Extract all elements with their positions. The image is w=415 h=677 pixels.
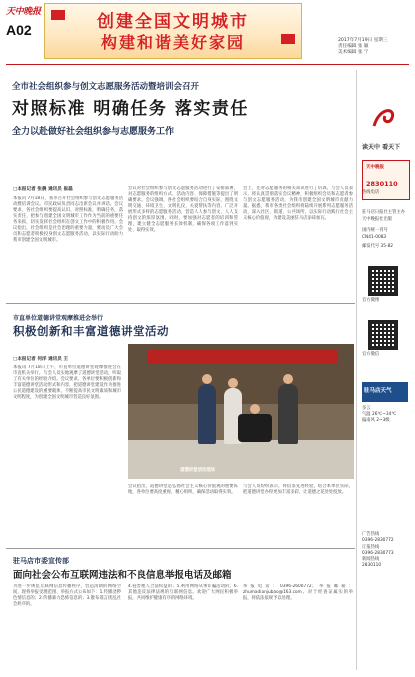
weather-title: 驻马店天气: [364, 388, 392, 394]
photo-person: [278, 384, 298, 444]
editor-credit: 责任编辑 张 颖: [338, 44, 369, 49]
story1-subhead: 全力以赴做好社会组织参与志愿服务工作: [12, 127, 175, 137]
story1-kicker[interactable]: 全市社会组织参与创文志愿服务活动暨培训会召开: [12, 82, 200, 92]
story1-column-3: 会上，还对志愿服务的相关知识进行了培训。与会人员表示，将认真贯彻落实会议精神，积极组织会员和志愿者参与创文志愿服务活动，为我市创建全国文明城市贡献力量。据悉，我市各类社会组织将陆续开展系列志愿服务活动，深入社区、街道、公共场所，以实际行动践行社会主义核心价值观，为建设美丽驻马店添砖加瓦。: [243, 186, 353, 221]
story2-column-3: 与会人员纷纷表示，将借鉴先进经验，结合本单位实际，把道德讲堂办得更加丰富多彩，让道德之花处处绽放。: [243, 484, 353, 495]
hotline-number: 2830110: [366, 180, 398, 188]
swirl-logo-icon: [370, 104, 400, 132]
sidebar-hotlines: [362, 532, 394, 570]
story1-column-1: 本报讯 7月18日，我市召开社会组织参与创文志愿服务活动暨培训会议。市民政局负责同志出席会议并讲话。会议要求，各社会组织要提高认识，对照标准，明确任务，落实责任，把参与创建全国文明城市工作作为当前的重要任务来抓，切实发挥社会组织在创文工作中的积极作用。会议指出，社会组织是社会治理的重要力量，要动员广大会员和志愿者积极投身创文志愿服务活动，以实际行动助力我市创建全国文明城市。: [13, 196, 123, 243]
photo-person: [198, 384, 216, 444]
sidebar-slogan: 读天中 看天下: [362, 144, 401, 151]
news-hotline-number: 2830110: [362, 563, 382, 569]
story1-byline: □本报记者 张晨 通讯员 崔磊: [13, 187, 73, 192]
page-number: A02: [6, 22, 32, 38]
story1-title[interactable]: 对照标准 明确任务 落实责任: [12, 99, 249, 119]
subscribe-hotline-label: 订报热线: [362, 544, 380, 550]
photo-head: [283, 374, 293, 384]
banner-line-2: 构建和谐美好家园: [100, 33, 245, 52]
news-hotline-label: 新闻热线: [362, 557, 380, 563]
news-photo[interactable]: [128, 344, 354, 479]
cn-number: CN41-0083: [362, 235, 387, 240]
story3-column-3: 举报电话：0396-2600772；举报邮箱：zhumadianjubao@163.com。对于经查证属实的举报，将依法依规予以处理。: [243, 584, 353, 601]
weibo-qr-code[interactable]: [368, 266, 398, 296]
newspaper-logo: 天中晚报: [6, 7, 41, 17]
masthead-rule: [6, 64, 409, 65]
weather-wind: 偏南风 2~3级: [362, 418, 390, 424]
photo-floor: [128, 440, 354, 479]
story2-column-1: 本报讯 7月18日上午，市直单位道德讲堂观摩推进会在市直机关举行。与会人员实地观摩了道德讲堂活动，听取了有关单位的经验介绍。会议要求，各单位要积极创新和丰富道德讲堂活动形式和内容，把道德讲堂建设作为推进公民道德建设的重要载体，不断提高市民文明素质和城市文明程度，为创建全国文明城市营造良好氛围。: [13, 365, 121, 400]
story2-byline: □本报记者 何洋 通讯员 王: [13, 357, 69, 362]
issue-date: 2017年7月19日 星期三: [338, 38, 388, 43]
hotline-label: 热线电话: [362, 190, 380, 195]
designer-credit: 美术编辑 张 宁: [338, 50, 369, 55]
ad-hotline-number: 0396-2830772: [362, 538, 394, 544]
photo-head: [202, 374, 212, 384]
issn-label: 国内统一刊号: [362, 228, 388, 233]
photo-chair: [238, 414, 272, 442]
story1-column-2: 会议对社会组织参与创文志愿服务活动进行了安排部署，对志愿服务的组织方式、活动内容、保障措施等提出了明确要求。会议强调，各社会组织要结合自身实际，围绕文明交通、环境卫生、文明礼仪、关爱帮扶等内容，广泛开展形式多样的志愿服务活动，营造人人参与创文、人人支持创文的浓厚氛围。同时，要加强对志愿者的培训和管理，建立健全志愿服务长效机制，确保各项工作落到实处、取得实效。: [128, 186, 238, 233]
postal-code: 邮发代号 35-82: [362, 244, 394, 249]
weather-condition: 多云: [362, 406, 371, 411]
publisher-line-2: 天中晚报社出版: [362, 217, 393, 222]
story3-title[interactable]: 面向社会公布互联网违法和不良信息举报电话及邮箱: [13, 570, 232, 581]
photo-caption: 道德讲堂活动现场: [180, 468, 216, 473]
sidebar-divider: [356, 70, 357, 670]
story3-kicker: 驻马店市委宣传部: [13, 557, 69, 565]
photo-head: [228, 378, 238, 388]
headline-banner: [44, 3, 302, 59]
section-divider: [6, 548, 355, 549]
qr2-label: 官方微信: [362, 352, 380, 357]
story3-column-1: 为进一步规范互联网信息传播秩序，营造清朗的网络空间，现将举报受理范围、举报方式公布如下：1.传播淫秽色情信息的；2.传播暴力恐怖信息的；3.散布谣言扰乱社会秩序的。: [13, 584, 121, 607]
hotline-ad-title: 天中晚报: [366, 165, 384, 170]
subscribe-hotline-number: 0396-2830773: [362, 550, 394, 556]
section-divider: [6, 303, 355, 304]
story2-column-2: 会议指出，道德讲堂是弘扬社会主义核心价值观的重要阵地，各单位要高度重视，精心组织，确保活动取得实效。: [128, 484, 238, 495]
weather-temperature: 气温 26℃~34℃: [362, 412, 397, 418]
banner-line-1: 创建全国文明城市: [97, 12, 249, 32]
weather-forecast: [362, 406, 396, 425]
ad-hotline-label: 广告热线: [362, 532, 380, 537]
qr1-label: 官方微博: [362, 298, 380, 303]
publisher-line-1: 驻马店日报社主管主办: [362, 210, 405, 215]
wechat-qr-code[interactable]: [368, 320, 398, 350]
story3-column-2: 4.侵害他人合法权益的；5.利用网络从事诈骗活动的；6.其他违反法律法规的互联网信息。欢迎广大网民积极举报，共同维护健康有序的网络环境。: [128, 584, 238, 601]
photo-head: [250, 404, 260, 414]
photo-stage-banner: [148, 350, 338, 364]
story2-kicker: 市直单位道德讲堂观摩推进会举行: [13, 315, 104, 322]
story2-title[interactable]: 积极创新和丰富道德讲堂活动: [13, 324, 169, 338]
